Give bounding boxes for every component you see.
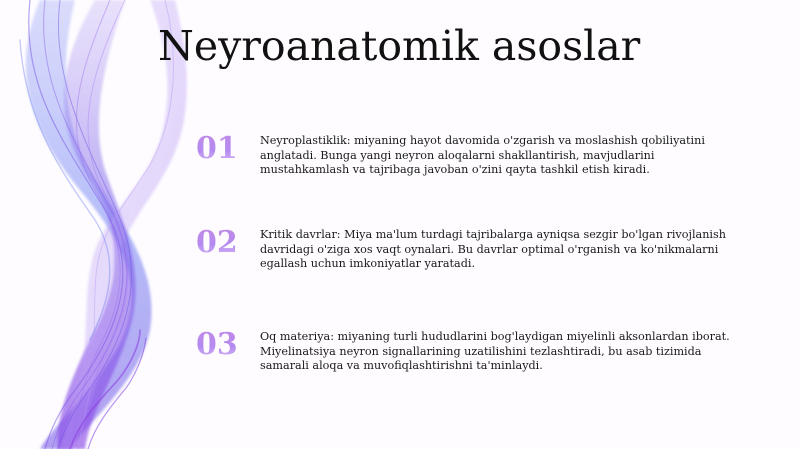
item-number: 03 xyxy=(196,330,254,360)
item-text: Kritik davrlar: Miya ma'lum turdagi tajribalarga ayniqsa sezgir bo'lgan rivojlanish davridagi o'ziga xos vaqt oynalari. Bu davrlar optimal o'rganish va ko'nikmalarni egallash uchun imkoniyatlar yaratadi. xyxy=(260,228,726,270)
page-title: Neyroanatomik asoslar xyxy=(158,22,641,70)
item-text: Neyroplastiklik: miyaning hayot davomida o'zgarish va moslashish qobiliyatini anglatadi. Bunga yangi neyron aloqalarni shakllantirish, mavjudlarini mustahkamlash va tajribaga javoban o'zini qayta tashkil etish kiradi. xyxy=(260,134,705,176)
item-text: Oq materiya: miyaning turli hududlarini bog'laydigan miyelinli aksonlardan iborat. Miyelinatsiya neyron signallarining uzatilishini tezlashtiradi, bu asab tizimida samarali aloqa va muvofiqlashtirishni ta'minlaydi. xyxy=(260,330,730,372)
item-number: 01 xyxy=(196,134,254,164)
item-number: 02 xyxy=(196,228,254,258)
